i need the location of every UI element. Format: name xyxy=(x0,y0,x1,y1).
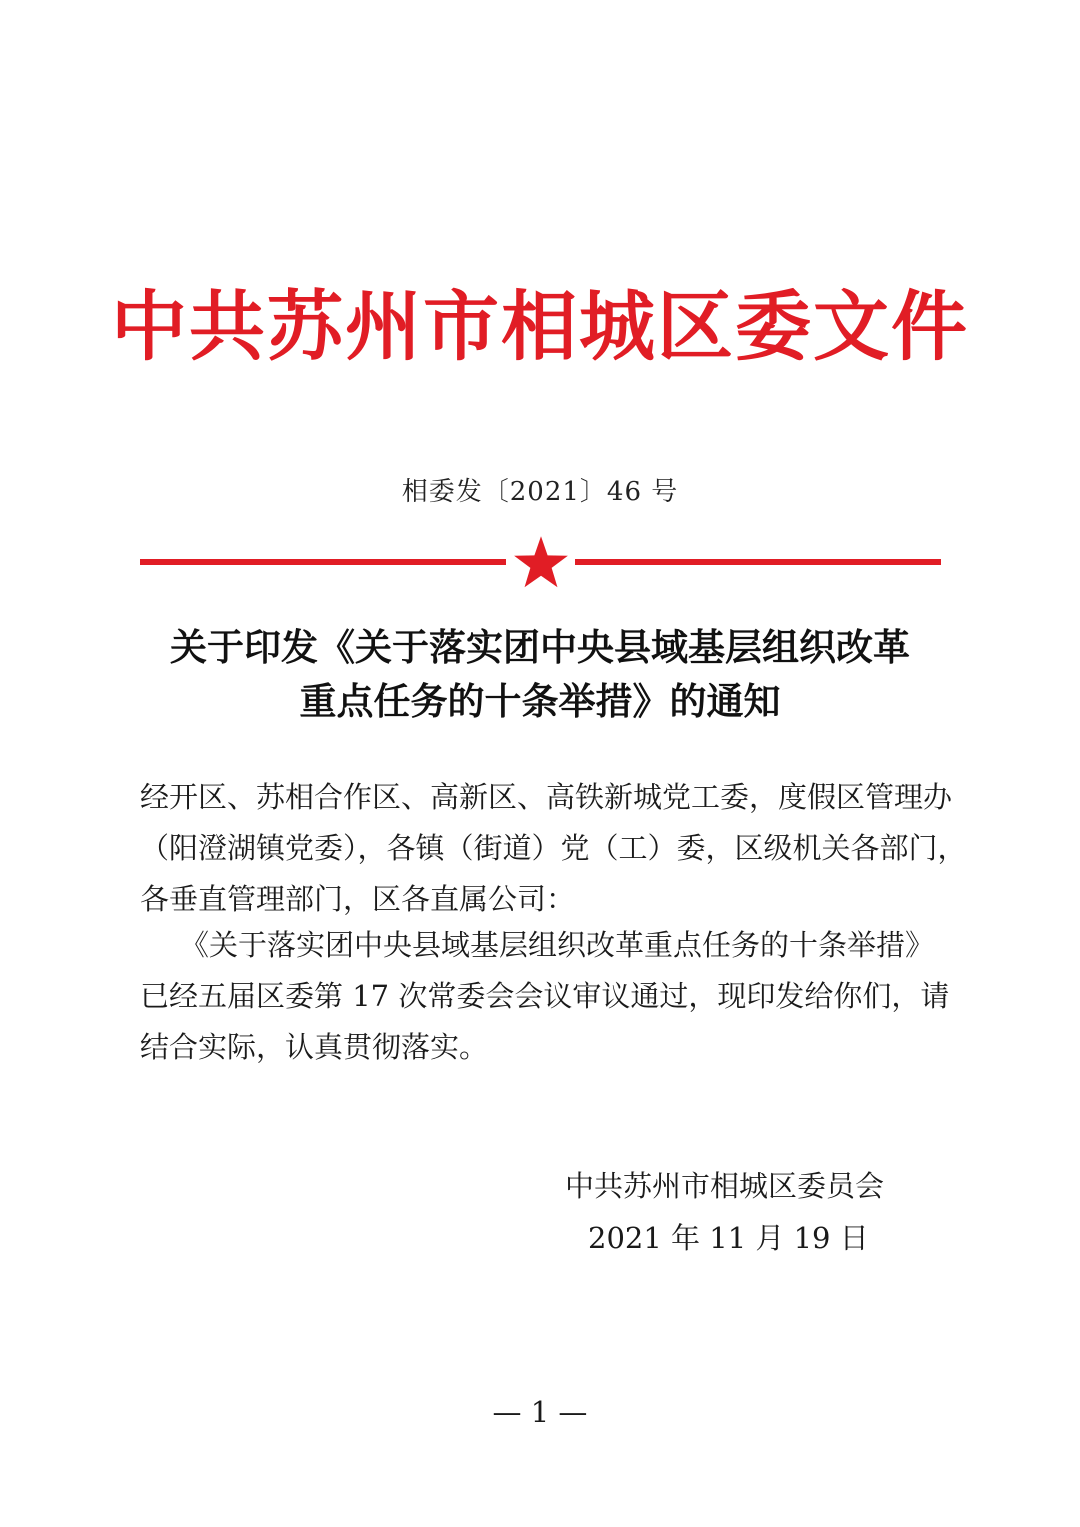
body-line: 已经五届区委第 17 次常委会会议审议通过，现印发给你们，请 xyxy=(140,979,950,1013)
notice-title-line: 重点任务的十条举措》的通知 xyxy=(299,679,781,723)
notice-body-paragraph xyxy=(140,920,950,1073)
recipients-line: 经开区、苏相合作区、高新区、高铁新城党工委，度假区管理办 xyxy=(140,780,953,814)
page-number: — 1 — xyxy=(492,1395,588,1429)
document-number: 相委发〔2021〕46 号 xyxy=(401,477,679,507)
notice-title xyxy=(120,620,960,728)
recipients-line: （阳澄湖镇党委），各镇（街道）党（工）委，区级机关各部门， xyxy=(140,831,967,865)
red-divider-left xyxy=(140,559,506,565)
body-line: 《关于落实团中央县域基层组织改革重点任务的十条举措》 xyxy=(180,928,935,962)
masthead-title: 中共苏州市相城区委文件 xyxy=(111,282,969,371)
recipients-line: 各垂直管理部门，区各直属公司： xyxy=(140,882,576,916)
notice-title-line: 关于印发《关于落实团中央县域基层组织改革 xyxy=(170,625,910,669)
issue-date: 2021 年 11 月 19 日 xyxy=(588,1221,869,1255)
red-divider-right xyxy=(575,559,941,565)
body-line: 结合实际，认真贯彻落实。 xyxy=(140,1030,489,1064)
issuer-signature: 中共苏州市相城区委员会 xyxy=(565,1169,885,1203)
recipients-paragraph xyxy=(140,772,967,925)
star-icon xyxy=(513,535,569,589)
